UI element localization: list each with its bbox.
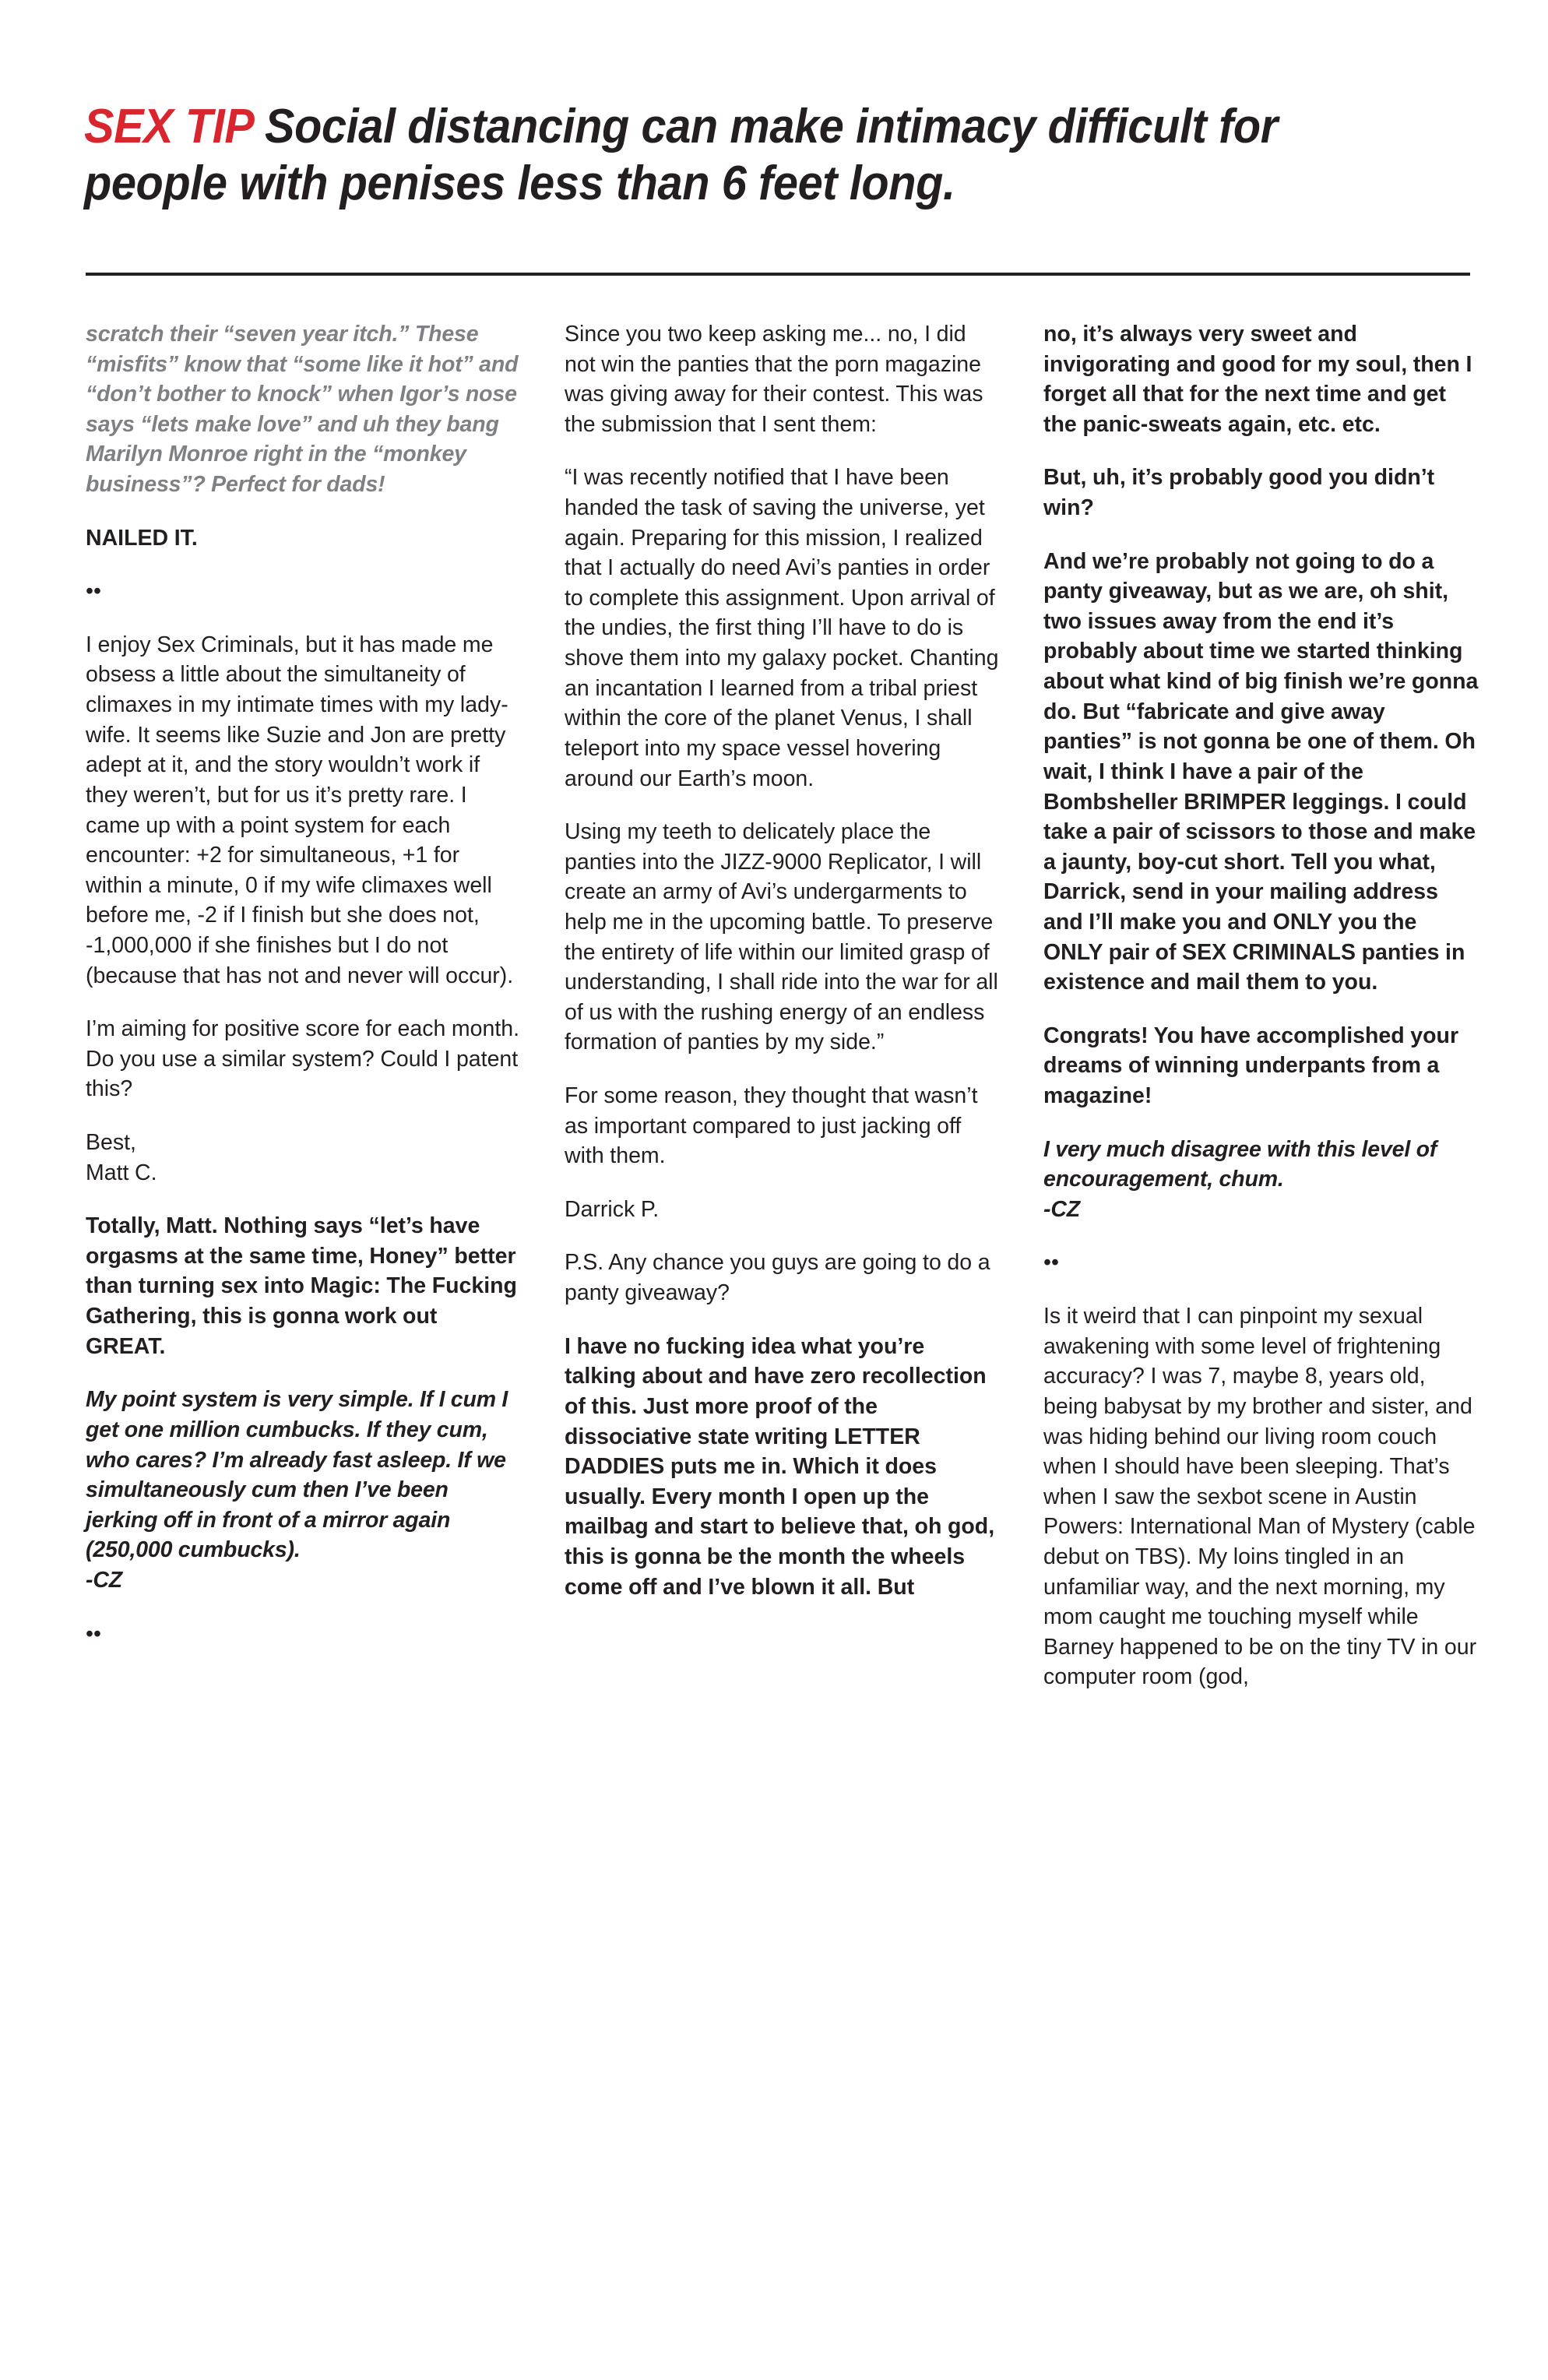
letter-paragraph-1: I enjoy Sex Criminals, but it has made me obsess a little about the simultaneity of climaxes in my intimate times with my lady-wife. It seems like Suzie and Jon are pretty adept at it, and the story wouldn’t work if they weren’t, but for us it’s pretty rare. I came up with a point system for each encounter: +2 for simultaneous, +1 for within a minute, 0 if my wife climaxes well before me, -2 if I finish but she does not, -1,000,000 if she finishes but I do not (because that has not and never will occur). <box>86 632 514 988</box>
signer-name: Matt C. <box>86 1160 157 1185</box>
final-letter-paragraph: Is it weird that I can pinpoint my sexual awakening with some level of frightening accuracy? I was 7, maybe 8, years old, being babysat by my brother and sister, and was hiding behind our living room couch when I should have been sleeping. That’s when I saw the sexbot scene in Austin Powers: International Man of Mystery (cable debut on TBS). My loins tingled in an unfamiliar way, and the next morning, my mom caught me touching myself while Barney happened to be on the tiny TV in our computer room (god, <box>1043 1304 1477 1690</box>
editor-reply-bold-2: I have no fucking idea what you’re talking about and have zero recollection of this. Just more proof of the dissociative state writing LETTER DADDIES puts me in. Which it does usually. Every month I open up the mailbag and start to believe that, oh god, this is gonna be the month the wheels come off and I’ve blown it all. But <box>565 1333 995 1600</box>
darrick-paragraph-4: For some reason, they thought that wasn’t as important compared to just jacking off with them. <box>565 1083 978 1169</box>
article-columns <box>86 319 1479 1692</box>
editor-reply-bold-3: But, uh, it’s probably good you didn’t win? <box>1043 465 1435 521</box>
cz-reply-text: My point system is very simple. If I cum I get one million cumbucks. If they cum, who cares? I’m already fast asleep. If we simultaneously cum then I’ve been jerking off in front of a mirror again (250,000 cumbucks). <box>86 1387 508 1563</box>
cz-signature: -CZ <box>86 1567 123 1593</box>
intro-gray-italic-paragraph: scratch their “seven year itch.” These “misfits” know that “some like it hot” and “don’t bother to knock” when Igor’s nose says “lets make love” and uh they bang Marilyn Monroe right in the “monkey business”? Perfect for dads! <box>86 322 519 498</box>
bullet-separator: • • <box>86 576 521 607</box>
page-headline <box>84 98 1381 212</box>
column-one <box>86 319 521 1672</box>
darrick-paragraph-3: Using my teeth to delicately place the panties into the JIZZ-9000 Replicator, I will create an army of Avi’s undergarments to help me in the upcoming battle. To preserve the entirety of life within our limited grasp of understanding, I shall ride into the war for all of us with the rushing energy of an endless formation of panties by my side.” <box>565 819 998 1055</box>
bullet-separator: • • <box>1043 1248 1479 1278</box>
column-three <box>1043 319 1479 1692</box>
letter-signoff <box>86 1128 521 1188</box>
editor-reply-bold-4: And we’re probably not going to do a panty giveaway, but as we are, oh shit, two issues away from the end it’s probably about time we started thinking about what kind of big finish we’re gonna do. But “fabricate and give away panties” is not gonna be one of them. Oh wait, I think I have a pair of the Bombsheller BRIMPER leggings. I could take a pair of scissors to those and make a jaunty, boy-cut short. Tell you what, Darrick, send in your mailing address and I’ll make you and ONLY you the ONLY pair of SEX CRIMINALS panties in existence and mail them to you. <box>1043 548 1479 995</box>
headline-kicker: SEX TIP <box>84 99 253 153</box>
darrick-paragraph-2: “I was recently notified that I have been handed the task of saving the universe, yet again. Preparing for this mission, I realized that I actually do need Avi’s panties in order to complete this assignment. Upon arrival of the undies, the first thing I’ll have to do is shove them into my galaxy pocket. Chanting an incantation I learned from a tribal priest within the core of the planet Venus, I shall teleport into my space vessel hovering around our Earth’s moon. <box>565 465 999 791</box>
darrick-postscript: P.S. Any chance you guys are going to do a panty giveaway? <box>565 1250 990 1306</box>
darrick-signer: Darrick P. <box>565 1196 660 1222</box>
signoff-text: Best, <box>86 1130 136 1156</box>
bullet-separator: • • <box>86 1619 521 1649</box>
editor-reply-bold-1: Totally, Matt. Nothing says “let’s have orgasms at the same time, Honey” better than turning sex into Magic: The Fucking Gathering, this is gonna work out GREAT. <box>86 1213 517 1359</box>
darrick-paragraph-1: Since you two keep asking me... no, I did not win the panties that the porn magazine was giving away for their contest. This was the submission that I sent them: <box>565 322 983 437</box>
letter-paragraph-2: I’m aiming for positive score for each month. Do you use a similar system? Could I patent this? <box>86 1016 520 1102</box>
cz-reply-italic-1 <box>86 1385 521 1595</box>
cz-reply-italic-2 <box>1043 1135 1479 1225</box>
column-two <box>565 319 1000 1602</box>
editor-reply-bold-5: Congrats! You have accomplished your dreams of winning underpants from a magazine! <box>1043 1023 1459 1109</box>
nailed-it-heading: NAILED IT. <box>86 525 198 551</box>
header-divider-rule <box>86 273 1470 276</box>
cz-signature: -CZ <box>1043 1196 1081 1222</box>
cz-disagree-text: I very much disagree with this level of encouragement, chum. <box>1043 1136 1437 1192</box>
editor-reply-bold-continued: no, it’s always very sweet and invigorating and good for my soul, then I forget all that for the next time and get the panic-sweats again, etc. etc. <box>1043 322 1472 437</box>
headline-text: Social distancing can make intimacy difficult for people with penises less than 6 feet long. <box>84 99 1278 210</box>
